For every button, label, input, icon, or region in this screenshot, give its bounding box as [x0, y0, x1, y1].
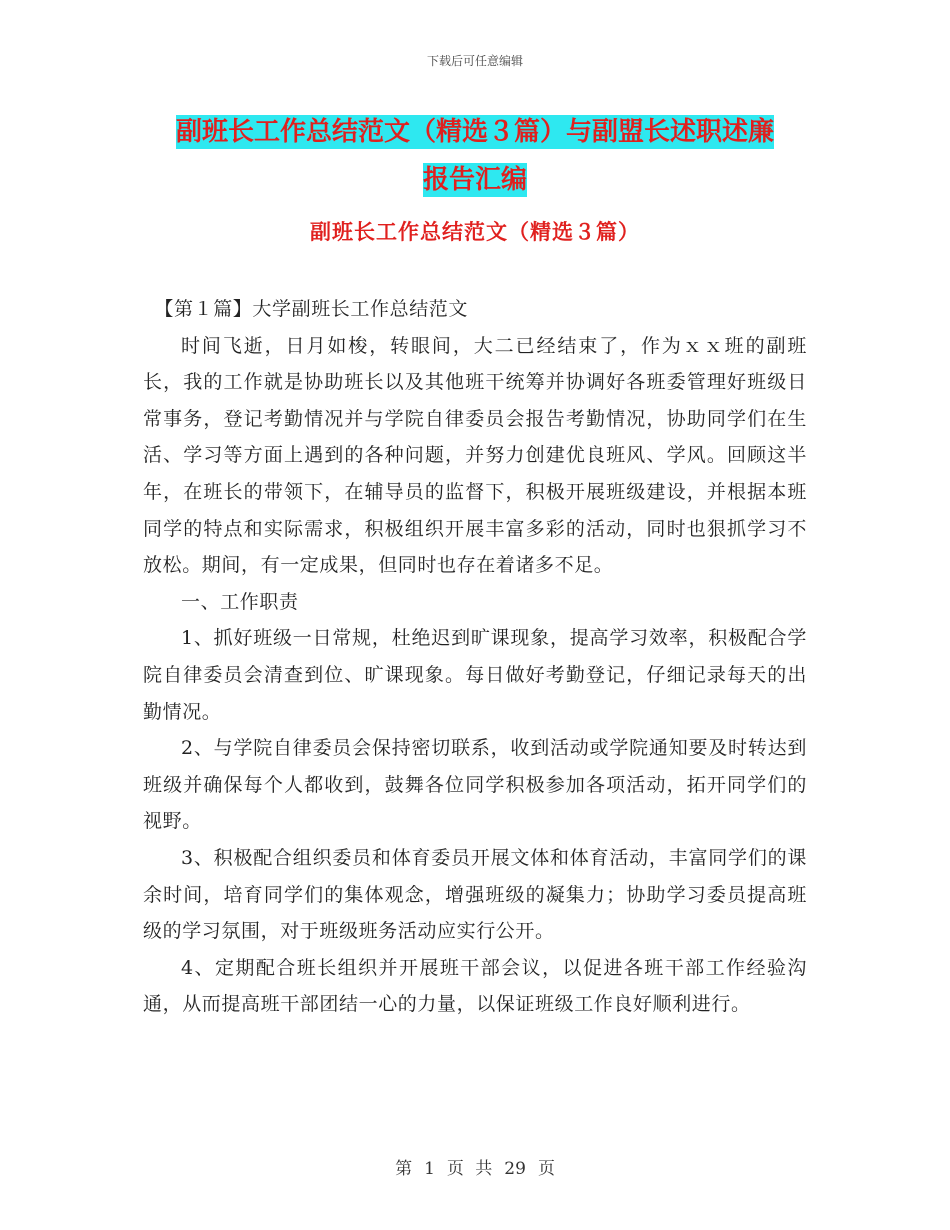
page-footer — [0, 1154, 950, 1179]
paragraph-item-4: 4、定期配合班长组织并开展班干部会议，以促进各班干部工作经验沟通，从而提高班干部团结一心的力量，以保证班级工作良好顺利进行。 — [143, 956, 807, 1016]
header-note: 下载后可任意编辑 — [426, 54, 523, 68]
paragraph-item-2: 2、与学院自律委员会保持密切联系，收到活动或学院通知要及时转达到班级并确保每个人都收到，鼓舞各位同学积极参加各项活动，拓开同学们的视野。 — [143, 737, 807, 833]
paragraph-item-1: 1、抓好班级一日常规，杜绝迟到旷课现象，提高学习效率，积极配合学院自律委员会清查到位、旷课现象。每日做好考勤登记，仔细记录每天的出勤情况。 — [143, 627, 807, 723]
paragraph-intro: 时间飞逝，日月如梭，转眼间，大二已经结束了，作为ｘｘ班的副班长，我的工作就是协助班长以及其他班干统筹并协调好各班委管理好班级日常事务，登记考勤情况并与学院自律委员会报告考勤情况，协助同学们在生活、学习等方面上遇到的各种问题，并努力创建优良班风、学风。回顾这半年，在班长的带领下，在辅导员的监督下，积极开展班级建设，并根据本班同学的特点和实际需求，积极组织开展丰富多彩的活动，同时也狠抓学习不放松。期间，有一定成果，但同时也存在着诸多不足。 — [143, 334, 807, 577]
document-title — [143, 108, 807, 204]
document-body — [143, 291, 807, 1023]
title-line-1: 副班长工作总结范文（精选３篇）与副盟长述职述廉 — [175, 117, 774, 147]
section-title: 副班长工作总结范文（精选３篇） — [310, 220, 640, 244]
footer-page-number: 1 — [424, 1159, 435, 1179]
footer-total-pages: 29 — [504, 1159, 526, 1179]
title-line-2: 报告汇编 — [422, 165, 527, 195]
paragraph-item-3: 3、积极配合组织委员和体育委员开展文体和体育活动，丰富同学们的课余时间，培育同学们的集体观念，增强班级的凝集力；协助学习委员提高班级的学习氛围，对于班级班务活动应实行公开。 — [143, 846, 807, 943]
section-heading-duties: 一、工作职责 — [181, 590, 299, 613]
footer-suffix: 页 — [537, 1159, 555, 1179]
chapter-heading: 【第１篇】大学副班长工作总结范文 — [154, 298, 468, 320]
footer-prefix: 第 — [395, 1159, 413, 1179]
footer-mid: 页 共 — [446, 1159, 493, 1179]
